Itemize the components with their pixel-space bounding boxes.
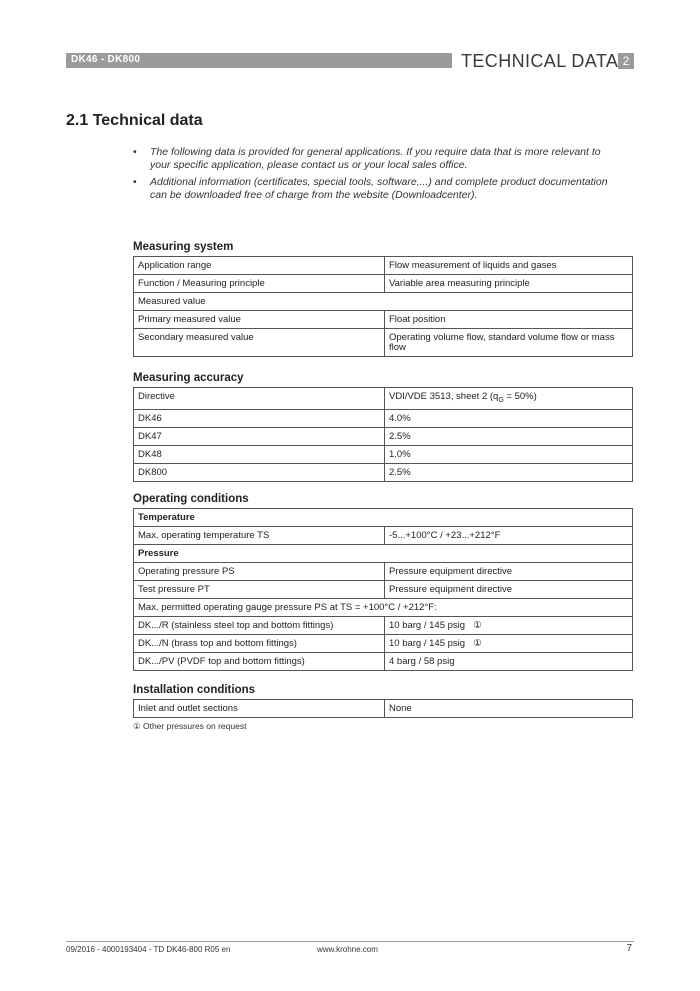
directive-text: VDI/VDE 3513, sheet 2 (q xyxy=(389,391,499,402)
table-row xyxy=(134,293,633,311)
row-value: 2.5% xyxy=(385,427,633,445)
row-label: Max. operating temperature TS xyxy=(134,527,385,545)
table-row xyxy=(134,653,633,671)
table-row xyxy=(134,409,633,427)
row-value: Operating volume flow, standard volume flow or mass flow xyxy=(385,329,633,357)
bullet-item xyxy=(133,176,623,202)
row-label: Secondary measured value xyxy=(134,329,385,357)
table-row xyxy=(134,599,633,617)
row-label: Measured value xyxy=(134,293,633,311)
operating-conditions-table xyxy=(133,508,633,671)
row-value: 2.5% xyxy=(385,463,633,481)
row-label: DK800 xyxy=(134,463,385,481)
row-value: -5...+100°C / +23...+212°F xyxy=(385,527,633,545)
table-row xyxy=(134,463,633,481)
measuring-accuracy-section xyxy=(133,372,633,482)
row-value: Pressure equipment directive xyxy=(385,581,633,599)
table-row xyxy=(134,427,633,445)
bullet-dot-icon: • xyxy=(133,146,137,158)
document-id: 09/2016 - 4000193404 - TD DK46-800 R05 en xyxy=(66,945,231,954)
footnote: ① Other pressures on request xyxy=(133,721,247,731)
bullet-dot-icon: • xyxy=(133,176,137,188)
page-footer xyxy=(66,941,634,962)
row-value: 1.0% xyxy=(385,445,633,463)
table-row xyxy=(134,617,633,635)
table-row xyxy=(134,581,633,599)
row-value: Flow measurement of liquids and gases xyxy=(385,257,633,275)
row-value: 4.0% xyxy=(385,409,633,427)
row-label: DK48 xyxy=(134,445,385,463)
row-label: DK47 xyxy=(134,427,385,445)
row-value xyxy=(385,635,633,653)
product-name: DK46 - DK800 xyxy=(71,54,141,65)
row-label: Application range xyxy=(134,257,385,275)
table-row xyxy=(134,509,633,527)
row-label: Inlet and outlet sections xyxy=(134,700,385,718)
gauge-pressure-label: Max. permitted operating gauge pressure PS at TS = +100°C / +212°F: xyxy=(134,599,633,617)
measuring-system-section xyxy=(133,241,633,357)
row-value: Pressure equipment directive xyxy=(385,563,633,581)
table-row xyxy=(134,635,633,653)
row-label: DK.../PV (PVDF top and bottom fittings) xyxy=(134,653,385,671)
row-label: Primary measured value xyxy=(134,311,385,329)
table-row xyxy=(134,275,633,293)
intro-bullets xyxy=(133,146,623,206)
row-value xyxy=(385,617,633,635)
page-title: 2.1 Technical data xyxy=(66,112,203,129)
table-row xyxy=(134,329,633,357)
section-heading: Measuring accuracy xyxy=(133,372,244,384)
table-row xyxy=(134,388,633,410)
row-value: 4 barg / 58 psig xyxy=(385,653,633,671)
footnote-marker: ① xyxy=(473,620,482,631)
section-title: TECHNICAL DATA xyxy=(461,51,619,71)
row-value: Float position xyxy=(385,311,633,329)
operating-conditions-section xyxy=(133,493,633,671)
row-label: DK.../N (brass top and bottom fittings) xyxy=(134,635,385,653)
bullet-text: Additional information (certificates, special tools, software,...) and complete product documentation can be downloaded free of charge from the website (Downloadcenter). xyxy=(150,176,608,201)
section-heading: Installation conditions xyxy=(133,684,256,696)
page-header xyxy=(66,53,634,69)
pressure-value: 10 barg / 145 psig xyxy=(389,620,466,631)
section-heading: Measuring system xyxy=(133,241,234,253)
bullet-text: The following data is provided for general applications. If you require data that is more relevant to your specific application, please contact us or your local sales office. xyxy=(150,146,601,171)
table-row xyxy=(134,563,633,581)
row-label: Function / Measuring principle xyxy=(134,275,385,293)
footnote-marker: ① xyxy=(473,638,482,649)
bullet-item xyxy=(133,146,623,172)
row-label: Test pressure PT xyxy=(134,581,385,599)
page-number: 7 xyxy=(626,943,632,954)
pressure-value: 10 barg / 145 psig xyxy=(389,638,466,649)
table-row xyxy=(134,700,633,718)
row-label: Directive xyxy=(134,388,385,410)
measuring-system-table xyxy=(133,256,633,357)
table-row xyxy=(134,545,633,563)
row-label: DK46 xyxy=(134,409,385,427)
header-bar xyxy=(66,53,452,68)
table-row xyxy=(134,257,633,275)
row-label: Operating pressure PS xyxy=(134,563,385,581)
chapter-number: 2 xyxy=(618,53,634,69)
directive-text-end: = 50%) xyxy=(503,391,537,402)
group-label-temperature: Temperature xyxy=(134,509,633,527)
group-label-pressure: Pressure xyxy=(134,545,633,563)
row-label: DK.../R (stainless steel top and bottom fittings) xyxy=(134,617,385,635)
table-row xyxy=(134,311,633,329)
row-value: Variable area measuring principle xyxy=(385,275,633,293)
row-value: None xyxy=(385,700,633,718)
section-heading: Operating conditions xyxy=(133,493,249,505)
table-row xyxy=(134,445,633,463)
row-value xyxy=(385,388,633,410)
table-row xyxy=(134,527,633,545)
installation-conditions-section xyxy=(133,684,633,732)
installation-conditions-table xyxy=(133,699,633,718)
subscript: G xyxy=(498,396,504,404)
measuring-accuracy-table xyxy=(133,387,633,482)
website-link[interactable]: www.krohne.com xyxy=(317,945,378,954)
